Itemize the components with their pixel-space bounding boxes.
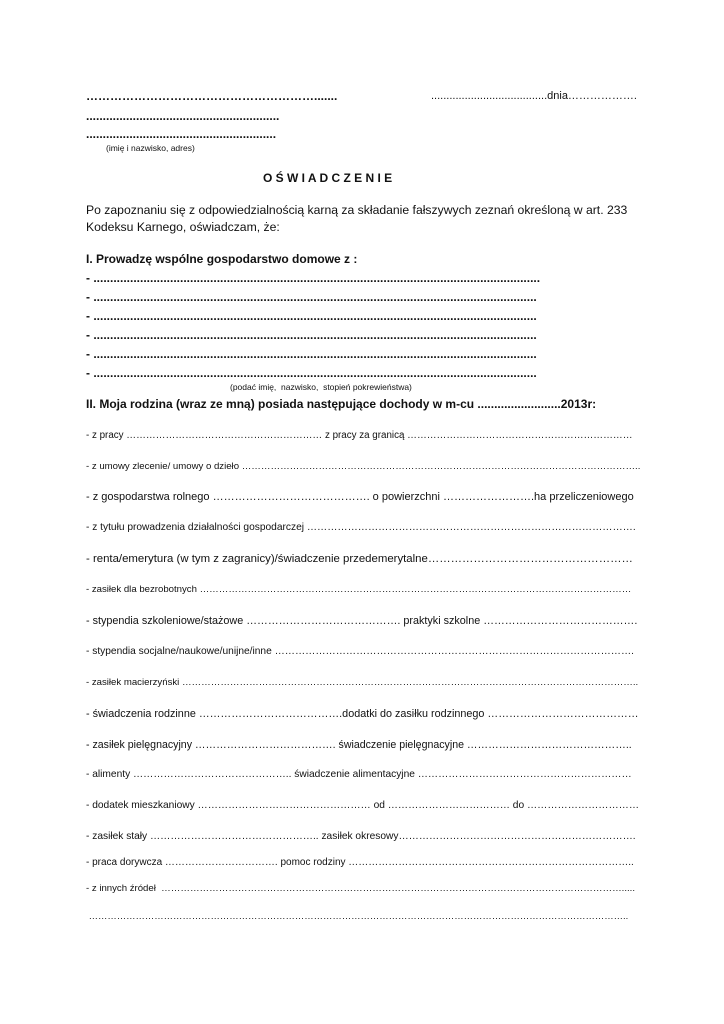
name-caption: (imię i nazwisko, adres) xyxy=(106,143,195,153)
income-line: - dodatek mieszkaniowy …………………………………………… od ……………………………… do …………………………… xyxy=(86,800,640,811)
date-line: ......................................dnia………………. xyxy=(431,90,637,102)
income-line: - stypendia szkoleniowe/stażowe ……………………………………. praktyki szkolne ……………………………………. xyxy=(86,615,638,627)
income-line: - zasiłek macierzyński …………………………………………………………………………………………………………………………….. xyxy=(86,677,639,688)
income-line: - zasiłek dla bezrobotnych ……………………………………………………………………………………………………………………… xyxy=(86,584,632,595)
household-line: - ..................................................................................................................................... xyxy=(86,309,537,323)
income-line: - praca dorywcza ……………………………. pomoc rodziny ………………………………………………………………………….. xyxy=(86,857,634,868)
income-line: - z gospodarstwa rolnego ……………………………………. o powierzchni …………………….ha przeliczeniowego xyxy=(86,491,634,503)
household-caption: (podać imię, nazwisko, stopień pokrewieństwa) xyxy=(230,382,412,392)
intro-line-1: Po zapoznaniu się z odpowiedzialnością karną za składanie fałszywych zeznań określoną w art. 233 xyxy=(86,203,628,217)
income-line: ……………………………………………………………………………………………………………………………………………………….. xyxy=(86,910,629,921)
household-line: - ..................................................................................................................................... xyxy=(86,328,537,342)
household-line: - ..................................................................................................................................... xyxy=(86,290,537,304)
income-line: - z umowy zlecenie/ umowy o dzieło …………………………………………………………………………………………………………….. xyxy=(86,461,641,472)
section1-heading: I. Prowadzę wspólne gospodarstwo domowe z : xyxy=(86,252,358,266)
income-line: - z pracy …………………………………………………… z pracy za granicą …………………………………………………………… xyxy=(86,430,633,441)
income-line: - renta/emerytura (w tym z zagranicy)/świadczenie przedemerytalne……………………………………………… xyxy=(86,553,633,565)
household-line: - ..................................................................................................................................... xyxy=(86,366,537,380)
name-line-2: .......................................................... xyxy=(86,109,280,123)
name-line-1: …………………………………………………....... xyxy=(86,89,338,103)
income-line: - świadczenia rodzinne ………………………………….dodatki do zasiłku rodzinnego …………………………………… xyxy=(86,708,639,720)
income-line: - stypendia socjalne/naukowe/unijne/inne ……………………………………………………………………………………………. xyxy=(86,646,634,657)
household-line: - ..................................................................................................................................... xyxy=(86,347,537,361)
income-line: - z innych źródeł ………………………………………………………………………………………………………………………………..... xyxy=(86,883,636,894)
income-line: - alimenty ……………………………………….. świadczenie alimentacyjne ……………………………………………………… xyxy=(86,769,632,780)
income-line: - z tytułu prowadzenia działalności gospodarczej ……………………………………………………………………………………. xyxy=(86,522,636,533)
section2-heading: II. Moja rodzina (wraz ze mną) posiada następujące dochody w m-cu .........................2013r: xyxy=(86,397,597,411)
document-title: O Ś W I A D C Z E N I E xyxy=(263,171,393,185)
income-line: - zasiłek stały ………………………………………….. zasiłek okresowy……………………………………………………………. xyxy=(86,831,636,842)
income-line: - zasiłek pielęgnacyjny …………………………………. świadczenie pielęgnacyjne ……………………………………….. xyxy=(86,739,632,751)
household-line: - ...................................................................................................................................... xyxy=(86,271,541,285)
name-line-3: ......................................................... xyxy=(86,127,277,141)
intro-line-2: Kodeksu Karnego, oświadczam, że: xyxy=(86,220,280,234)
